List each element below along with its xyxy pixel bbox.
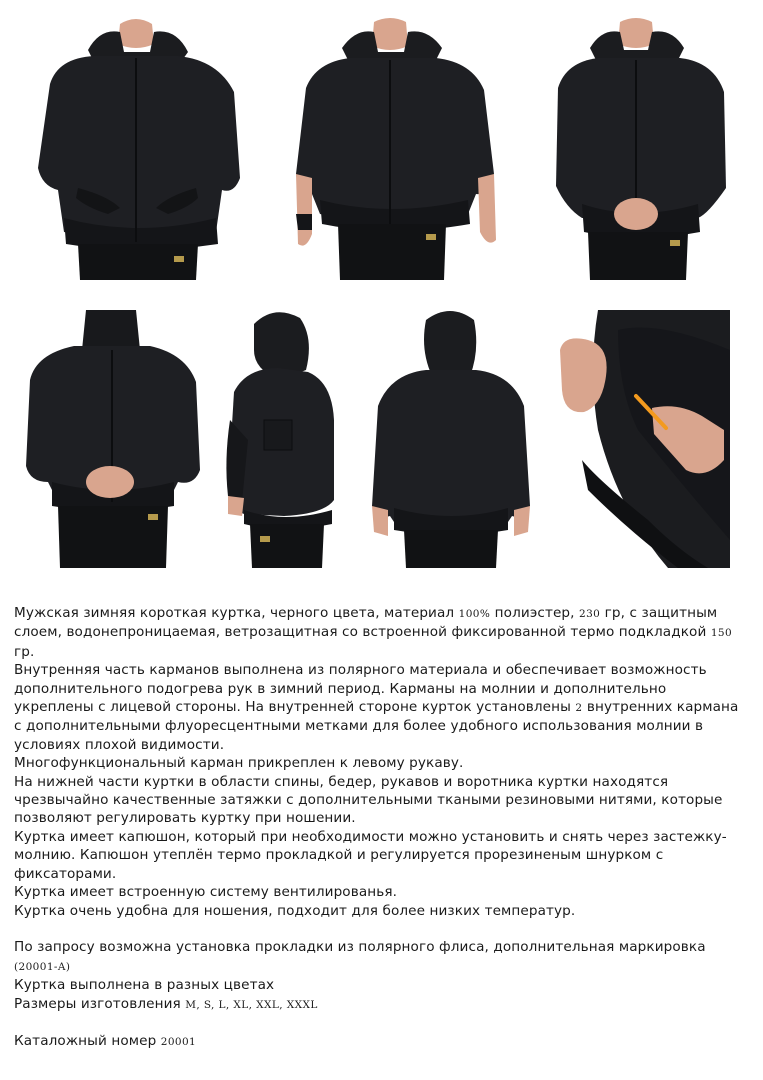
description-paragraph-drawstrings: На нижней части куртки в области спины, бедер, рукавов и воротника куртки находятся чрезвычайно качественные затяжки с дополнительными ткаными резиновыми нитями, которые позволяют регулировать куртку при ношении. xyxy=(14,773,723,827)
description-paragraph-fleece-option: По запросу возможна установка прокладки из полярного флиса, дополнительная маркировка (20001-A) xyxy=(14,939,706,973)
description-paragraph-catalog-number: Каталожный номер 20001 xyxy=(14,1033,197,1050)
description-paragraph-material: Мужская зимняя короткая куртка, черного цвета, материал 100% полиэстер, 230 гр, с защитным слоем, водонепроницаемая, ветрозащитная со встроенной фиксированной термо подкладкой 150 гр. xyxy=(14,605,733,660)
jacket-front-collar-zipped-photo xyxy=(18,310,208,568)
description-paragraph-ventilation: Куртка имеет встроенную систему вентилированья. xyxy=(14,884,398,901)
jacket-back-hood-on-photo xyxy=(362,310,540,568)
description-paragraph-sizes: Размеры изготовления M, S, L, XL, XXL, XXXL xyxy=(14,995,318,1012)
description-paragraph-sleeve-pocket: Многофункциональный карман прикреплен к левому рукаву. xyxy=(14,755,464,772)
jacket-side-hood-on-photo xyxy=(214,310,342,568)
description-paragraph-comfort: Куртка очень удобна для ношения, подходит для более низких температур. xyxy=(14,902,576,919)
jacket-front-hands-down-photo xyxy=(290,18,504,280)
jacket-inner-pocket-closeup-photo xyxy=(558,310,730,568)
description-paragraph-hood: Куртка имеет капюшон, который при необходимости можно установить и снять через застежку-молнию. Капюшон утеплён термо прокладкой и регулируется прорезиненым шнурком с фиксаторами. xyxy=(14,828,727,882)
description-paragraph-pockets: Внутренняя часть карманов выполнена из полярного материала и обеспечивает возможность дополнительного подогрева рук в зимний период. Карманы на молнии и дополнительно укреплены с лицевой стороны. На внутренней стороне курток установлены 2 внутренних кармана с дополнительными флуоресцентными метками для более удобного использования молнии в условиях плохой видимости. xyxy=(14,662,739,753)
jacket-front-hood-up-photo xyxy=(28,18,246,280)
jacket-front-hands-folded-photo xyxy=(548,18,738,280)
product-description xyxy=(14,604,750,1052)
description-paragraph-colors: Куртка выполнена в разных цветах xyxy=(14,977,275,994)
